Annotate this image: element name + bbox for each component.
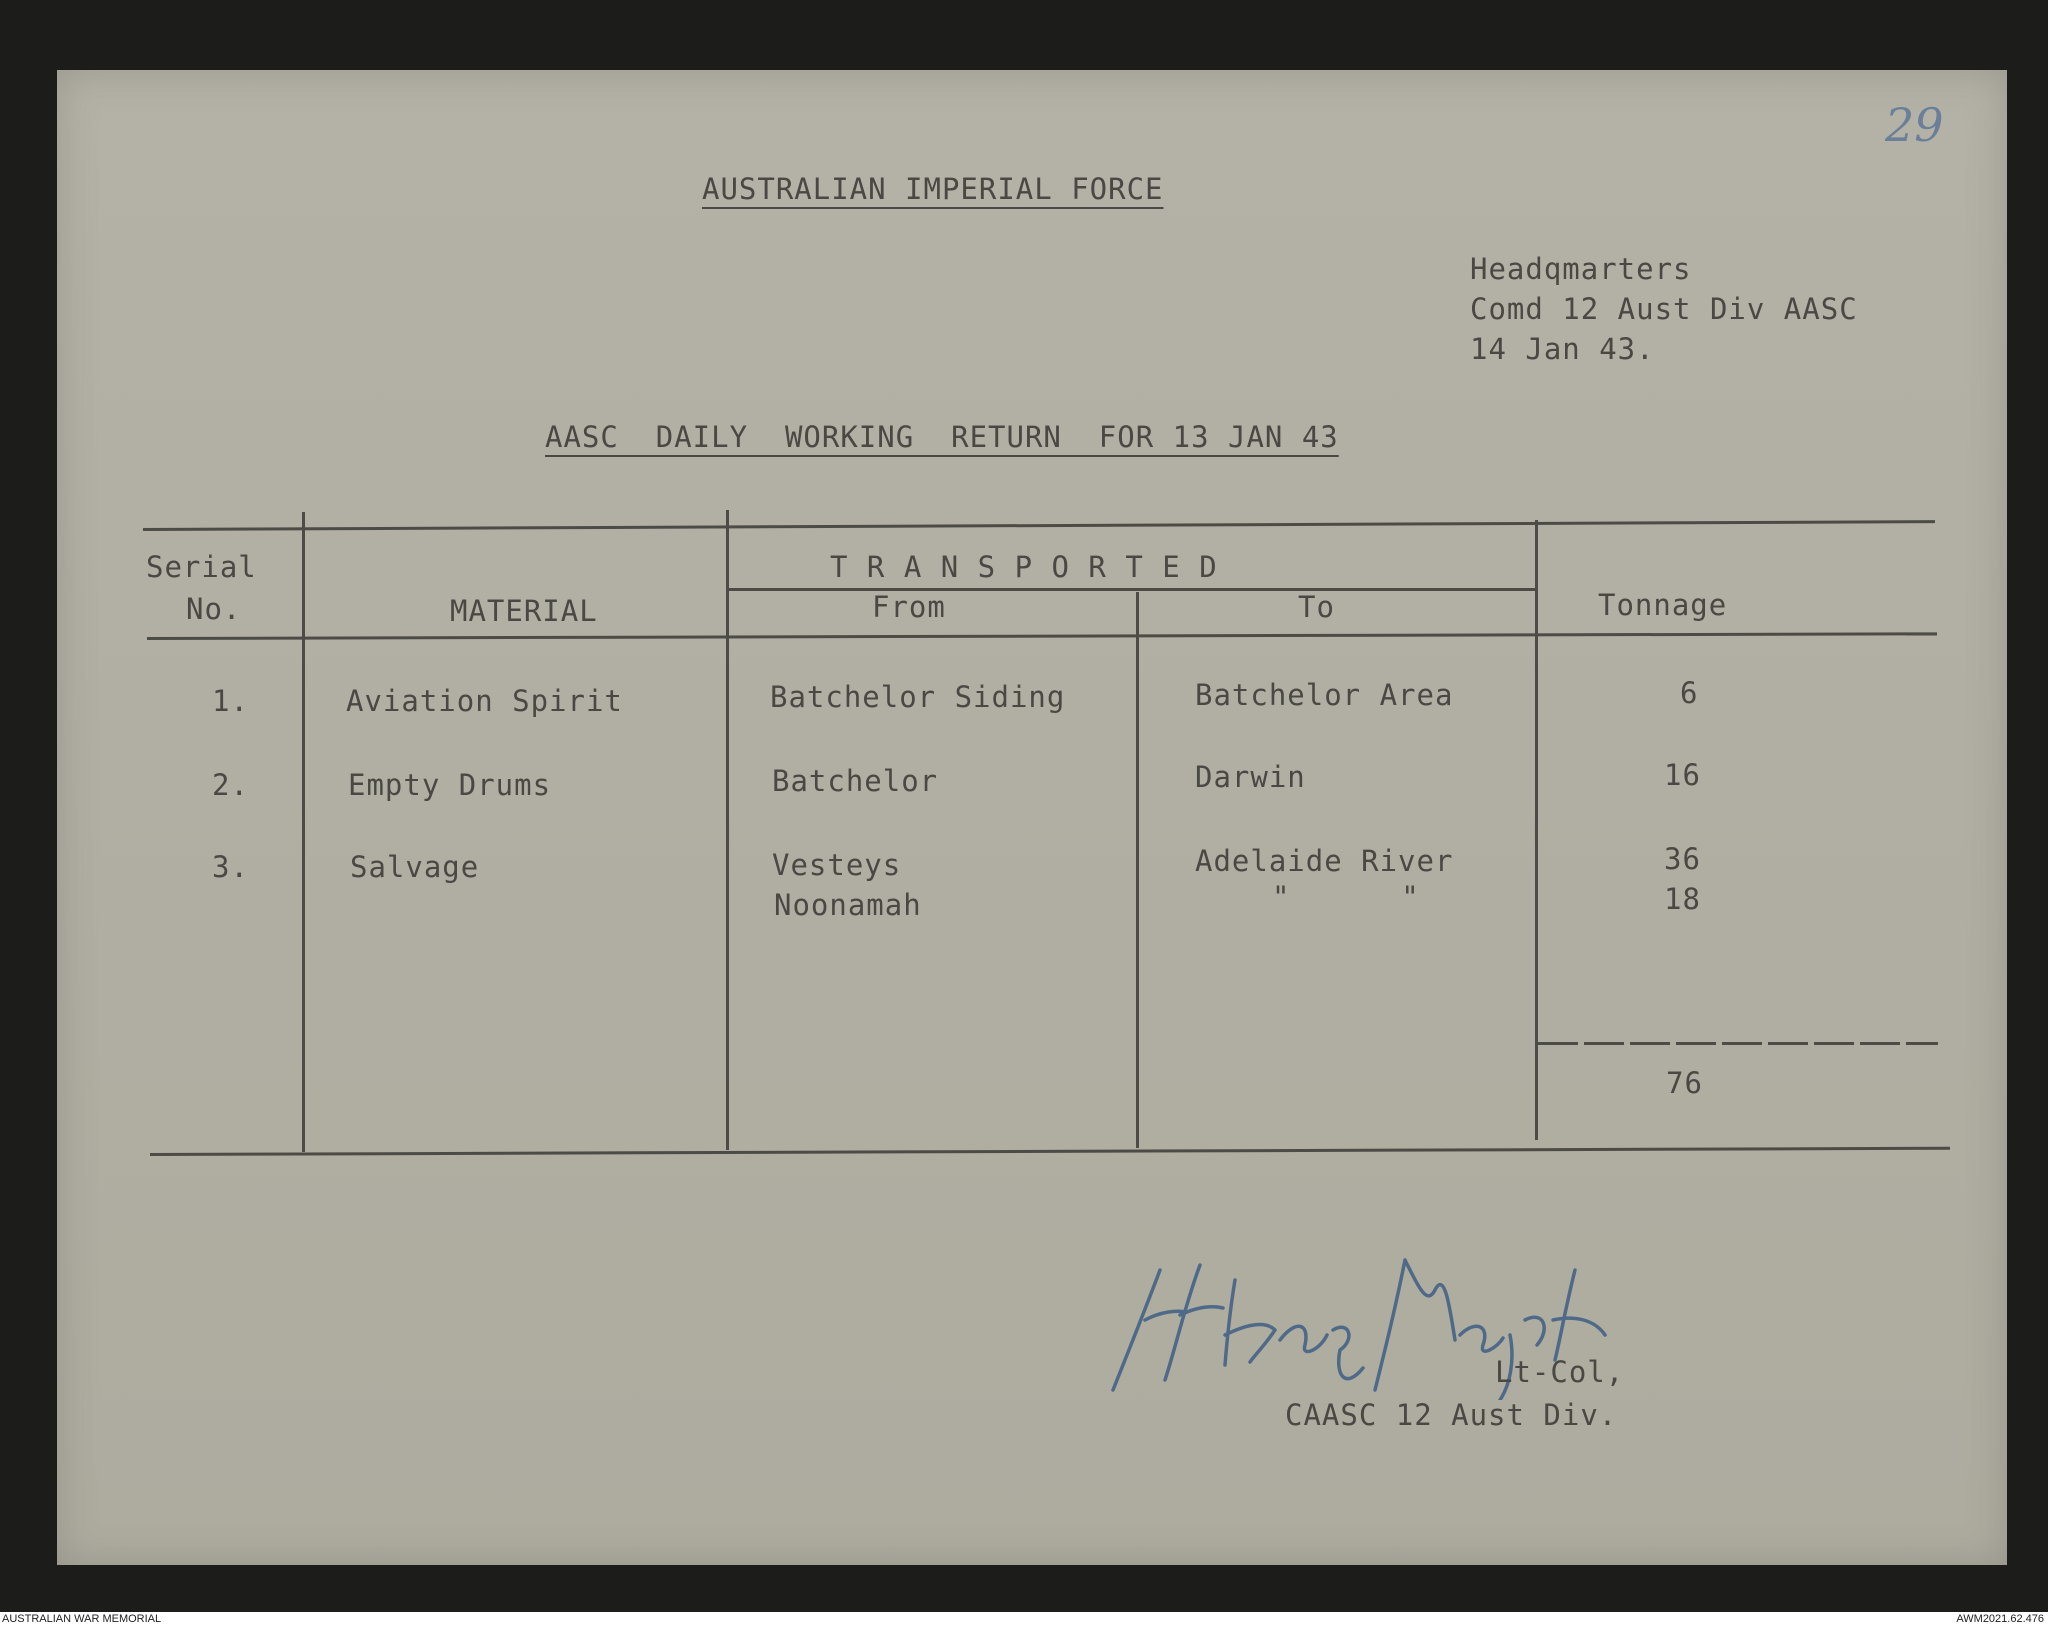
serial-cell: 1. [212,684,249,718]
header-serial-no: No. [186,592,242,626]
from-cell: Noonamah [774,888,922,922]
header-serial: Serial [146,550,257,584]
from-cell: Batchelor [772,764,939,798]
total-rule [1538,1042,1938,1045]
address-line-1: Headqmarters [1470,252,1692,286]
tonnage-total: 76 [1666,1066,1703,1100]
tonnage-cell: 16 [1664,758,1701,792]
to-cell: Adelaide River [1195,844,1454,878]
return-title: AASC DAILY WORKING RETURN FOR 13 JAN 43 [545,420,1339,454]
column-rule-3 [1136,592,1139,1148]
to-cell: " " [1272,880,1420,914]
material-cell: Aviation Spirit [346,684,623,718]
header-to: To [1298,590,1335,624]
signatory-rank: Lt-Col, [1495,1355,1625,1389]
material-cell: Empty Drums [348,768,552,802]
column-rule-1 [302,512,305,1152]
material-cell: Salvage [350,850,480,884]
archive-page-number: 29 [1885,98,1944,152]
serial-cell: 2. [212,768,249,802]
from-cell: Vesteys [772,848,902,882]
address-line-3: 14 Jan 43. [1470,332,1655,366]
archive-footer [0,1612,2048,1626]
tonnage-cell: 6 [1680,676,1699,710]
tonnage-cell: 18 [1664,882,1701,916]
signatory-appointment: CAASC 12 Aust Div. [1285,1398,1618,1432]
signature-text: J S Hayes Major for [1105,1250,1117,1251]
archive-credit: AUSTRALIAN WAR MEMORIAL [2,1613,162,1625]
header-from: From [872,590,946,624]
address-line-2: Comd 12 Aust Div AASC [1470,292,1858,326]
from-cell: Batchelor Siding [770,680,1066,714]
column-rule-4 [1535,520,1538,1140]
to-cell: Darwin [1195,760,1306,794]
header-tonnage: Tonnage [1598,588,1728,622]
archive-reference: AWM2021.62.476 [1956,1613,2044,1625]
to-cell: Batchelor Area [1195,678,1454,712]
document-title: AUSTRALIAN IMPERIAL FORCE [702,172,1164,206]
column-rule-2 [726,510,729,1150]
tonnage-cell: 36 [1664,842,1701,876]
serial-cell: 3. [212,850,249,884]
header-material: MATERIAL [450,594,598,628]
transported-sub-rule [728,588,1536,591]
header-transported: T R A N S P O R T E D [830,550,1218,584]
